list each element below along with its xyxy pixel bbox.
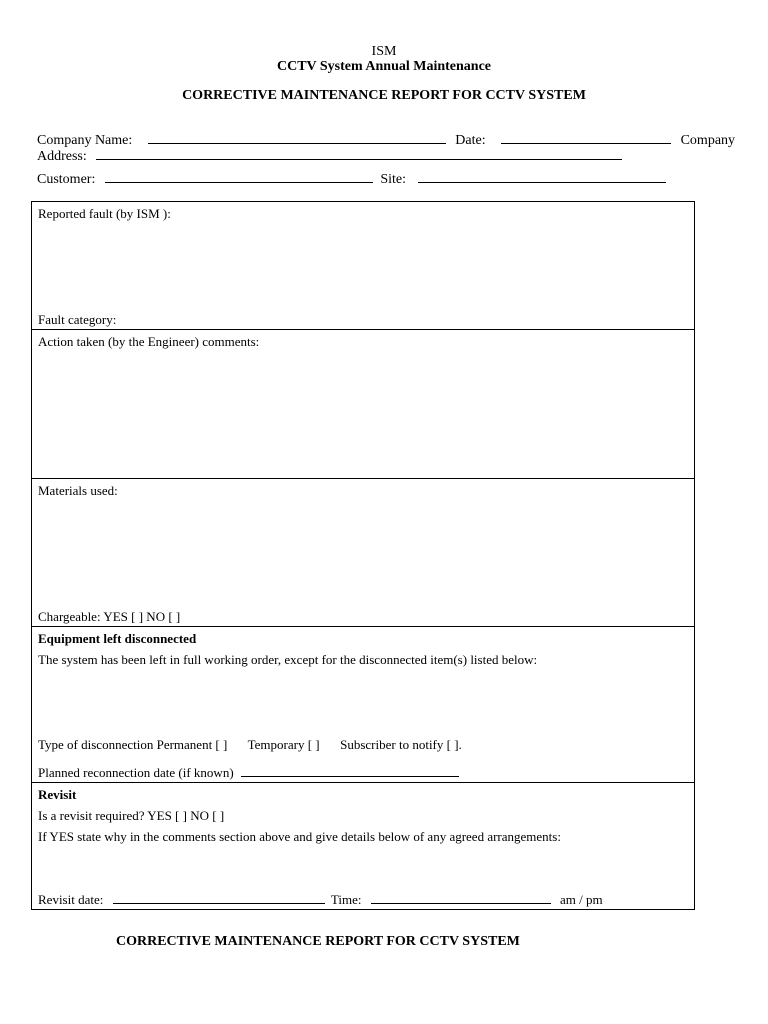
revisit-instruction: If YES state why in the comments section above and give details below of any agreed arrangements: — [38, 829, 561, 844]
revisit-date-label: Revisit date: — [38, 892, 104, 907]
document-subtitle: CCTV System Annual Maintenance — [276, 59, 492, 74]
date-field[interactable] — [501, 132, 671, 144]
revisit-date-row — [38, 892, 603, 908]
company-name-field[interactable] — [148, 132, 446, 144]
reported-fault-section[interactable] — [32, 202, 694, 329]
site-label: Site: — [380, 172, 407, 187]
customer-field[interactable] — [105, 171, 373, 183]
materials-label: Materials used: — [38, 483, 118, 498]
site-field[interactable] — [418, 171, 666, 183]
document-title: CORRECTIVE MAINTENANCE REPORT FOR CCTV SYSTEM — [182, 88, 586, 103]
footer-title: CORRECTIVE MAINTENANCE REPORT FOR CCTV SYSTEM — [116, 934, 520, 949]
revisit-date-field[interactable] — [113, 892, 325, 904]
materials-section[interactable] — [32, 478, 694, 627]
revisit-question[interactable]: Is a revisit required? YES [ ] NO [ ] — [38, 808, 225, 823]
disconnection-type-row — [38, 737, 462, 753]
action-taken-label: Action taken (by the Engineer) comments: — [38, 334, 260, 349]
customer-label: Customer: — [37, 172, 96, 187]
planned-reconnection-field[interactable] — [241, 765, 459, 777]
planned-reconnection-label: Planned reconnection date (if known) — [38, 765, 234, 780]
reported-fault-label: Reported fault (by ISM ): — [38, 206, 171, 221]
disconnected-heading: Equipment left disconnected — [38, 631, 197, 646]
revisit-time-label: Time: — [330, 892, 362, 907]
revisit-section[interactable] — [32, 782, 694, 910]
disconnected-section[interactable] — [32, 626, 694, 783]
planned-reconnection-row — [38, 765, 459, 781]
revisit-time-field[interactable] — [371, 892, 551, 904]
address-row — [37, 148, 622, 165]
customer-row — [37, 171, 666, 188]
revisit-ampm: am / pm — [559, 892, 603, 907]
company-label: Company — [680, 133, 736, 148]
company-name-row — [37, 132, 735, 149]
chargeable-label: Chargeable: YES [ ] NO [ ] — [38, 609, 181, 624]
report-form-box — [31, 201, 695, 910]
disconnection-permanent[interactable]: Type of disconnection Permanent [ ] — [38, 737, 228, 752]
company-name-label: Company Name: — [37, 133, 133, 148]
disconnection-temporary[interactable]: Temporary [ ] — [247, 737, 320, 752]
disconnected-text: The system has been left in full working order, except for the disconnected item(s) listed below: — [38, 652, 538, 667]
date-label: Date: — [455, 133, 486, 148]
address-field[interactable] — [96, 148, 622, 160]
org-name: ISM — [371, 44, 397, 59]
revisit-heading: Revisit — [38, 787, 77, 802]
action-taken-section[interactable] — [32, 329, 694, 479]
address-label: Address: — [37, 149, 87, 164]
fault-category-label: Fault category: — [38, 312, 117, 327]
subscriber-notify[interactable]: Subscriber to notify [ ]. — [340, 737, 462, 752]
